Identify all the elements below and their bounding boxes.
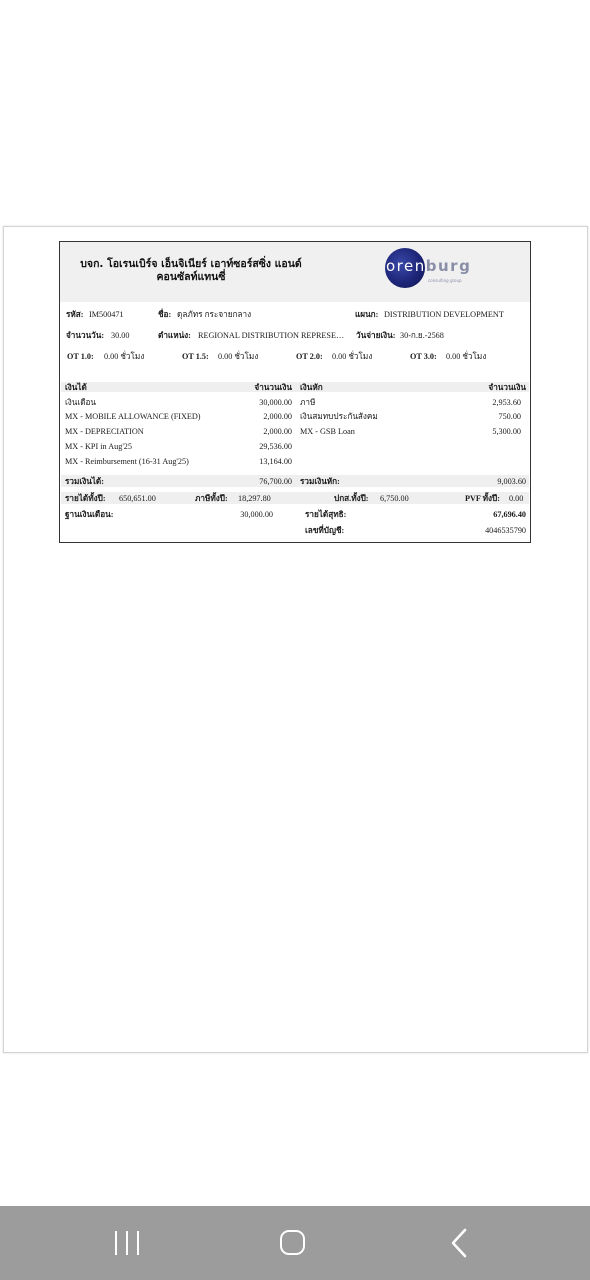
pay-date: 30-ก.ย.-2568 xyxy=(400,331,444,340)
ytd-income: 650,651.00 xyxy=(119,494,156,503)
employee-name-label: ชื่อ: xyxy=(158,310,172,319)
ytd-tax-label: ภาษีทั้งปี: xyxy=(195,494,228,503)
account-number: 4046535790 xyxy=(485,526,526,535)
deduction-row-label: เงินสมทบประกันสังคม xyxy=(300,412,378,421)
ot-1-5-label: OT 1.5: xyxy=(182,352,209,361)
income-row-label: MX - MOBILE ALLOWANCE (FIXED) xyxy=(65,412,201,421)
ot-3-value: 0.00 ชั่วโมง xyxy=(446,352,487,361)
income-row-amount: 13,164.00 xyxy=(259,457,292,466)
deduction-row-label: MX - GSB Loan xyxy=(300,427,355,436)
ot-1-5-value: 0.00 ชั่วโมง xyxy=(218,352,259,361)
income-row-label: MX - Reimbursement (16-31 Aug'25) xyxy=(65,457,189,466)
income-header: เงินได้ xyxy=(65,383,87,392)
income-row-label: เงินเดือน xyxy=(65,398,97,407)
ytd-tax: 18,297.80 xyxy=(238,494,271,503)
income-row-label: MX - KPI in Aug'25 xyxy=(65,442,132,451)
ot-1-value: 0.00 ชั่วโมง xyxy=(104,352,145,361)
totals-bg xyxy=(61,475,529,487)
pay-date-label: วันจ่ายเงิน: xyxy=(356,331,396,340)
deduction-row-amount: 2,953.60 xyxy=(492,398,521,407)
payslip-header xyxy=(60,242,530,302)
work-days-label: จำนวนวัน: xyxy=(66,331,105,340)
payslip xyxy=(59,241,531,543)
income-row-amount: 2,000.00 xyxy=(263,412,292,421)
logo-text-burg: burg xyxy=(425,257,472,275)
ytd-pvf: 0.00 xyxy=(509,494,524,503)
ytd-sso-label: ปกส.ทั้งปี: xyxy=(334,494,369,503)
work-days: 30.00 xyxy=(111,331,130,340)
deduction-total: 9,003.60 xyxy=(497,477,526,486)
income-row-label: MX - DEPRECIATION xyxy=(65,427,144,436)
base-salary: 30,000.00 xyxy=(240,510,273,519)
ot-2-label: OT 2.0: xyxy=(296,352,323,361)
position-label: ตำแหน่ง: xyxy=(158,331,191,340)
employee-name: ดุลภัทร กระจายกลาง xyxy=(177,310,252,319)
income-row-amount: 2,000.00 xyxy=(263,427,292,436)
net-income-label: รายได้สุทธิ: xyxy=(305,510,347,519)
deduction-header: เงินหัก xyxy=(300,383,323,392)
company-name-line2: คอนซัลท์แทนซี่ xyxy=(156,271,226,283)
ytd-pvf-label: PVF ทั้งปี: xyxy=(465,494,500,503)
base-salary-label: ฐานเงินเดือน: xyxy=(65,510,114,519)
recent-apps-icon[interactable] xyxy=(115,1231,139,1255)
income-row-amount: 29,536.00 xyxy=(259,442,292,451)
deduction-amount-header: จำนวนเงิน xyxy=(488,383,526,392)
deduction-row-label: ภาษี xyxy=(300,398,316,407)
table-header-bg xyxy=(61,382,529,392)
department: DISTRIBUTION DEVELOPMENT xyxy=(384,310,504,319)
logo-text-oren: oren xyxy=(386,257,426,275)
deduction-total-label: รวมเงินหัก: xyxy=(300,477,340,486)
ytd-income-label: รายได้ทั้งปี: xyxy=(65,494,106,503)
deduction-row-amount: 5,300.00 xyxy=(492,427,521,436)
department-label: แผนก: xyxy=(355,310,379,319)
income-amount-header: จำนวนเงิน xyxy=(254,383,292,392)
ot-2-value: 0.00 ชั่วโมง xyxy=(332,352,373,361)
net-income: 67,696.40 xyxy=(493,510,526,519)
income-total-label: รวมเงินได้: xyxy=(65,477,104,486)
position: REGIONAL DISTRIBUTION REPRESE… xyxy=(198,331,345,340)
ytd-sso: 6,750.00 xyxy=(380,494,409,503)
back-icon[interactable] xyxy=(446,1228,472,1258)
ot-3-label: OT 3.0: xyxy=(410,352,437,361)
account-number-label: เลขที่บัญชี: xyxy=(305,526,345,535)
company-name xyxy=(66,258,316,284)
employee-id-label: รหัส: xyxy=(66,310,84,319)
ot-1-label: OT 1.0: xyxy=(67,352,94,361)
income-row-amount: 30,000.00 xyxy=(259,398,292,407)
logo-tagline: consulting group xyxy=(428,278,462,283)
company-name-line1: บจก. โอเรนเบิร์จ เอ็นจิเนียร์ เอาท์ซอร์สซิ่ง แอนด์ xyxy=(80,258,302,270)
home-icon[interactable] xyxy=(280,1230,305,1255)
logo-wordmark xyxy=(386,257,471,275)
deduction-row-amount: 750.00 xyxy=(498,412,521,421)
income-total: 76,700.00 xyxy=(259,477,292,486)
employee-id: IM500471 xyxy=(89,310,124,319)
